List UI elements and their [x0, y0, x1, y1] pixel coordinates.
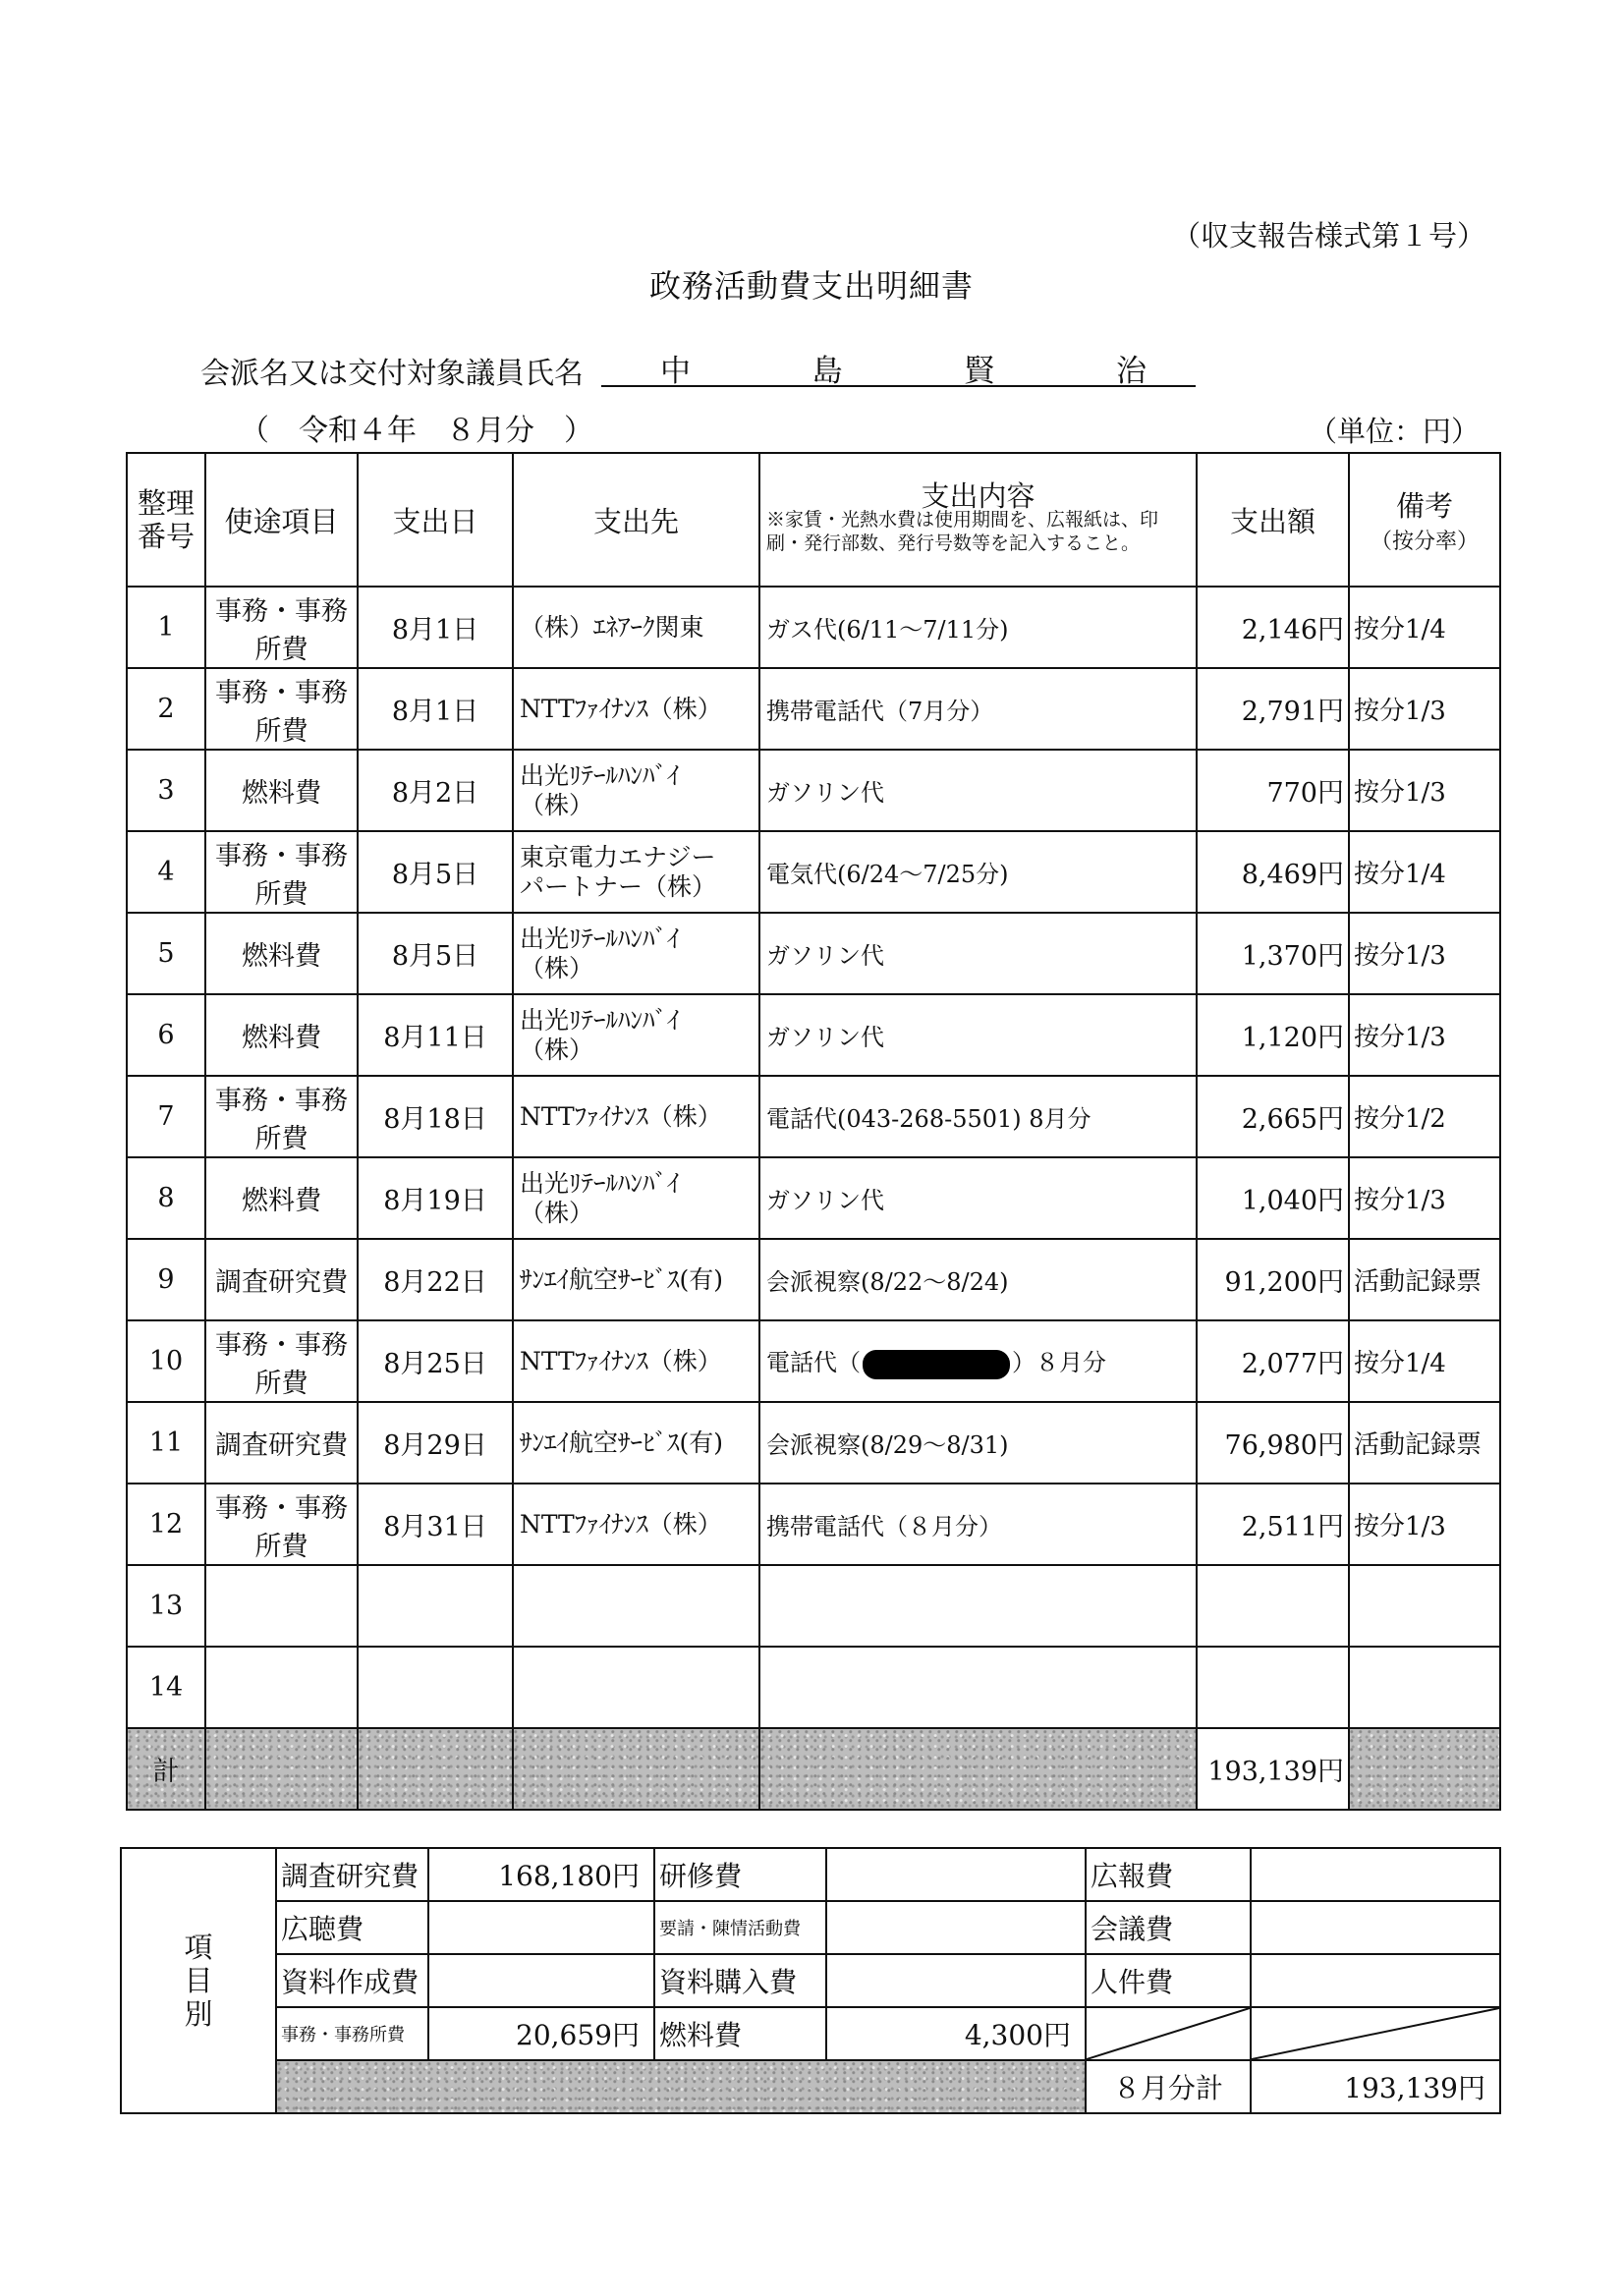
- table-row: [127, 750, 1500, 831]
- row-category: [205, 1647, 358, 1728]
- summary-item-text: 項 目 別: [184, 1931, 213, 2031]
- row-category: 事務・事務所費: [205, 668, 358, 750]
- summary-value: 20,659円: [428, 2007, 654, 2060]
- row-payee: 出光ﾘﾃｰﾙﾊﾝﾊﾞｲ （株）: [513, 750, 759, 831]
- row-amount: 770円: [1197, 750, 1349, 831]
- table-row: [127, 1647, 1500, 1728]
- diagonal-cell: [1251, 2007, 1500, 2060]
- row-category: 調査研究費: [205, 1402, 358, 1484]
- row-amount: 1,120円: [1197, 994, 1349, 1076]
- row-amount: 2,791円: [1197, 668, 1349, 750]
- table-row: [127, 1320, 1500, 1402]
- row-note: [1349, 1647, 1500, 1728]
- summary-label: 人件費: [1086, 1954, 1251, 2007]
- row-date: 8月5日: [358, 913, 513, 994]
- summary-value: 4,300円: [826, 2007, 1086, 2060]
- summary-value: [428, 1954, 654, 2007]
- table-row: [127, 994, 1500, 1076]
- row-date: 8月29日: [358, 1402, 513, 1484]
- row-category: 事務・事務所費: [205, 1320, 358, 1402]
- table-row: [127, 587, 1500, 668]
- table-row: [127, 1157, 1500, 1239]
- row-date: 8月5日: [358, 831, 513, 913]
- row-payee: NTTﾌｧｲﾅﾝｽ（株）: [513, 1484, 759, 1565]
- row-date: [358, 1647, 513, 1728]
- row-amount: 8,469円: [1197, 831, 1349, 913]
- member-label: 会派名又は交付対象議員氏名: [200, 357, 584, 391]
- row-description: [759, 1647, 1197, 1728]
- row-description: 電話代(043-268-5501) 8月分: [759, 1076, 1197, 1157]
- row-category: 調査研究費: [205, 1239, 358, 1320]
- redaction-mark: [863, 1350, 1010, 1379]
- row-payee: ｻﾝｴｲ航空ｻｰﾋﾞｽ(有): [513, 1239, 759, 1320]
- summary-value: [1251, 1848, 1500, 1901]
- shaded-cell: [358, 1728, 513, 1810]
- summary-row: [121, 1901, 1500, 1954]
- row-description-post: ）８月分: [1012, 1349, 1106, 1377]
- diagonal-cell: [1086, 2007, 1251, 2060]
- summary-value: [1251, 1901, 1500, 1954]
- row-category: [205, 1565, 358, 1647]
- summary-label: 広聴費: [276, 1901, 428, 1954]
- col-header-amount: 支出額: [1197, 453, 1349, 587]
- row-description: 携帯電話代（８月分）: [759, 1484, 1197, 1565]
- member-name-char: 島: [812, 354, 843, 389]
- month-total-value: 193,139円: [1251, 2060, 1500, 2113]
- row-number: 6: [127, 994, 205, 1076]
- row-category: 事務・事務所費: [205, 587, 358, 668]
- summary-label: 調査研究費: [276, 1848, 428, 1901]
- row-date: 8月1日: [358, 587, 513, 668]
- row-payee: 出光ﾘﾃｰﾙﾊﾝﾊﾞｲ （株）: [513, 994, 759, 1076]
- summary-row: [121, 2060, 1500, 2113]
- row-number: 1: [127, 587, 205, 668]
- col-header-description-title: 支出内容: [921, 479, 1035, 513]
- row-note: 按分1/3: [1349, 1157, 1500, 1239]
- table-row: [127, 1484, 1500, 1565]
- col-header-description: [759, 453, 1197, 587]
- summary-label: 事務・事務所費: [276, 2007, 428, 2060]
- total-label: 計: [127, 1728, 205, 1810]
- row-date: 8月25日: [358, 1320, 513, 1402]
- summary-label: 燃料費: [654, 2007, 826, 2060]
- col-header-payee: 支出先: [513, 453, 759, 587]
- row-description: 会派視察(8/22〜8/24): [759, 1239, 1197, 1320]
- row-note: 按分1/4: [1349, 587, 1500, 668]
- member-name-char: 賢: [964, 354, 995, 389]
- row-description: ガソリン代: [759, 913, 1197, 994]
- col-header-category: 使途項目: [205, 453, 358, 587]
- header-row: [127, 453, 1500, 587]
- expense-table: [126, 452, 1501, 1811]
- row-description: ガソリン代: [759, 750, 1197, 831]
- row-category: 事務・事務所費: [205, 1076, 358, 1157]
- table-row: [127, 1565, 1500, 1647]
- shaded-cell: [205, 1728, 358, 1810]
- row-amount: 91,200円: [1197, 1239, 1349, 1320]
- summary-row: [121, 2007, 1500, 2060]
- row-note: 按分1/3: [1349, 750, 1500, 831]
- row-category: 燃料費: [205, 1157, 358, 1239]
- col-header-number-line1: 整理: [137, 486, 195, 520]
- total-amount: 193,139円: [1197, 1728, 1349, 1810]
- row-description: [759, 1565, 1197, 1647]
- row-amount: 1,040円: [1197, 1157, 1349, 1239]
- col-header-number: [127, 453, 205, 587]
- summary-value: [826, 1848, 1086, 1901]
- col-header-note-sub: （按分率）: [1370, 530, 1479, 554]
- table-row: [127, 668, 1500, 750]
- row-date: 8月19日: [358, 1157, 513, 1239]
- row-note: 按分1/2: [1349, 1076, 1500, 1157]
- table-row: [127, 1239, 1500, 1320]
- summary-table: [120, 1847, 1501, 2114]
- row-payee: NTTﾌｧｲﾅﾝｽ（株）: [513, 668, 759, 750]
- row-category: 事務・事務所費: [205, 1484, 358, 1565]
- col-header-note: [1349, 453, 1500, 587]
- col-header-date: 支出日: [358, 453, 513, 587]
- summary-label: 資料作成費: [276, 1954, 428, 2007]
- row-number: 12: [127, 1484, 205, 1565]
- row-number: 14: [127, 1647, 205, 1728]
- row-amount: 2,511円: [1197, 1484, 1349, 1565]
- month-total-label: ８月分計: [1086, 2060, 1251, 2113]
- col-header-description-note: ※家賃・光熱水費は使用期間を、広報紙は、印刷・発行部数、発行号数等を記入すること。: [766, 509, 1159, 554]
- row-payee: [513, 1565, 759, 1647]
- row-number: 2: [127, 668, 205, 750]
- shaded-cell: [276, 2060, 1086, 2113]
- row-amount: [1197, 1647, 1349, 1728]
- row-number: 9: [127, 1239, 205, 1320]
- summary-label: 要請・陳情活動費: [654, 1901, 826, 1954]
- row-date: 8月2日: [358, 750, 513, 831]
- row-date: 8月22日: [358, 1239, 513, 1320]
- row-date: 8月11日: [358, 994, 513, 1076]
- row-number: 5: [127, 913, 205, 994]
- table-row: [127, 831, 1500, 913]
- row-description: ガソリン代: [759, 994, 1197, 1076]
- row-number: 3: [127, 750, 205, 831]
- row-description: 携帯電話代（7月分）: [759, 668, 1197, 750]
- row-note: 按分1/3: [1349, 913, 1500, 994]
- row-category: 燃料費: [205, 913, 358, 994]
- summary-row: [121, 1848, 1500, 1901]
- shaded-cell: [759, 1728, 1197, 1810]
- summary-label: 資料購入費: [654, 1954, 826, 2007]
- form-number: （収支報告様式第１号）: [1171, 219, 1485, 252]
- row-description: ガス代(6/11〜7/11分): [759, 587, 1197, 668]
- table-row: [127, 1076, 1500, 1157]
- document-title: 政務活動費支出明細書: [648, 267, 974, 305]
- summary-label: 広報費: [1086, 1848, 1251, 1901]
- row-number: 13: [127, 1565, 205, 1647]
- row-description: ガソリン代: [759, 1157, 1197, 1239]
- member-name-char: 治: [1115, 354, 1147, 389]
- period: （ 令和４年 ８月分 ）: [240, 414, 593, 448]
- summary-value: [826, 1954, 1086, 2007]
- member-name: [601, 346, 1196, 387]
- row-payee: 出光ﾘﾃｰﾙﾊﾝﾊﾞｲ （株）: [513, 1157, 759, 1239]
- row-number: 11: [127, 1402, 205, 1484]
- row-amount: 2,665円: [1197, 1076, 1349, 1157]
- row-number: 4: [127, 831, 205, 913]
- row-number: 7: [127, 1076, 205, 1157]
- summary-row: [121, 1954, 1500, 2007]
- row-number: 8: [127, 1157, 205, 1239]
- row-note: 按分1/3: [1349, 1484, 1500, 1565]
- row-amount: [1197, 1565, 1349, 1647]
- row-payee: 東京電力エナジー パートナー（株）: [513, 831, 759, 913]
- row-payee: ｻﾝｴｲ航空ｻｰﾋﾞｽ(有): [513, 1402, 759, 1484]
- row-note: 按分1/3: [1349, 668, 1500, 750]
- summary-value: [428, 1901, 654, 1954]
- shaded-cell: [513, 1728, 759, 1810]
- row-note: 活動記録票: [1349, 1239, 1500, 1320]
- row-date: [358, 1565, 513, 1647]
- row-amount: 2,146円: [1197, 587, 1349, 668]
- unit-label: （単位：円）: [1308, 415, 1480, 448]
- summary-value: [826, 1901, 1086, 1954]
- row-description: [759, 1320, 1197, 1402]
- row-amount: 2,077円: [1197, 1320, 1349, 1402]
- shaded-cell: [1349, 1728, 1500, 1810]
- summary-value: [1251, 1954, 1500, 2007]
- row-amount: 1,370円: [1197, 913, 1349, 994]
- member-name-char: 中: [660, 354, 691, 389]
- total-row: [127, 1728, 1500, 1810]
- row-note: 按分1/4: [1349, 1320, 1500, 1402]
- row-number: 10: [127, 1320, 205, 1402]
- summary-label: 会議費: [1086, 1901, 1251, 1954]
- summary-item-label: [121, 1848, 276, 2113]
- summary-value: 168,180円: [428, 1848, 654, 1901]
- row-category: 燃料費: [205, 750, 358, 831]
- row-note: 按分1/4: [1349, 831, 1500, 913]
- row-payee: 出光ﾘﾃｰﾙﾊﾝﾊﾞｲ （株）: [513, 913, 759, 994]
- row-payee: NTTﾌｧｲﾅﾝｽ（株）: [513, 1320, 759, 1402]
- row-category: 燃料費: [205, 994, 358, 1076]
- row-date: 8月18日: [358, 1076, 513, 1157]
- row-note: 按分1/3: [1349, 994, 1500, 1076]
- row-note: 活動記録票: [1349, 1402, 1500, 1484]
- row-category: 事務・事務所費: [205, 831, 358, 913]
- row-date: 8月31日: [358, 1484, 513, 1565]
- summary-label: 研修費: [654, 1848, 826, 1901]
- row-amount: 76,980円: [1197, 1402, 1349, 1484]
- col-header-note-title: 備考: [1395, 489, 1453, 523]
- row-payee: [513, 1647, 759, 1728]
- row-date: 8月1日: [358, 668, 513, 750]
- col-header-number-line2: 番号: [137, 520, 195, 553]
- row-payee: （株）ｴﾈｱｰｸ関東: [513, 587, 759, 668]
- row-description-pre: 電話代（: [766, 1349, 861, 1377]
- row-note: [1349, 1565, 1500, 1647]
- table-row: [127, 913, 1500, 994]
- row-description: 電気代(6/24〜7/25分): [759, 831, 1197, 913]
- row-payee: NTTﾌｧｲﾅﾝｽ（株）: [513, 1076, 759, 1157]
- table-row: [127, 1402, 1500, 1484]
- row-description: 会派視察(8/29〜8/31): [759, 1402, 1197, 1484]
